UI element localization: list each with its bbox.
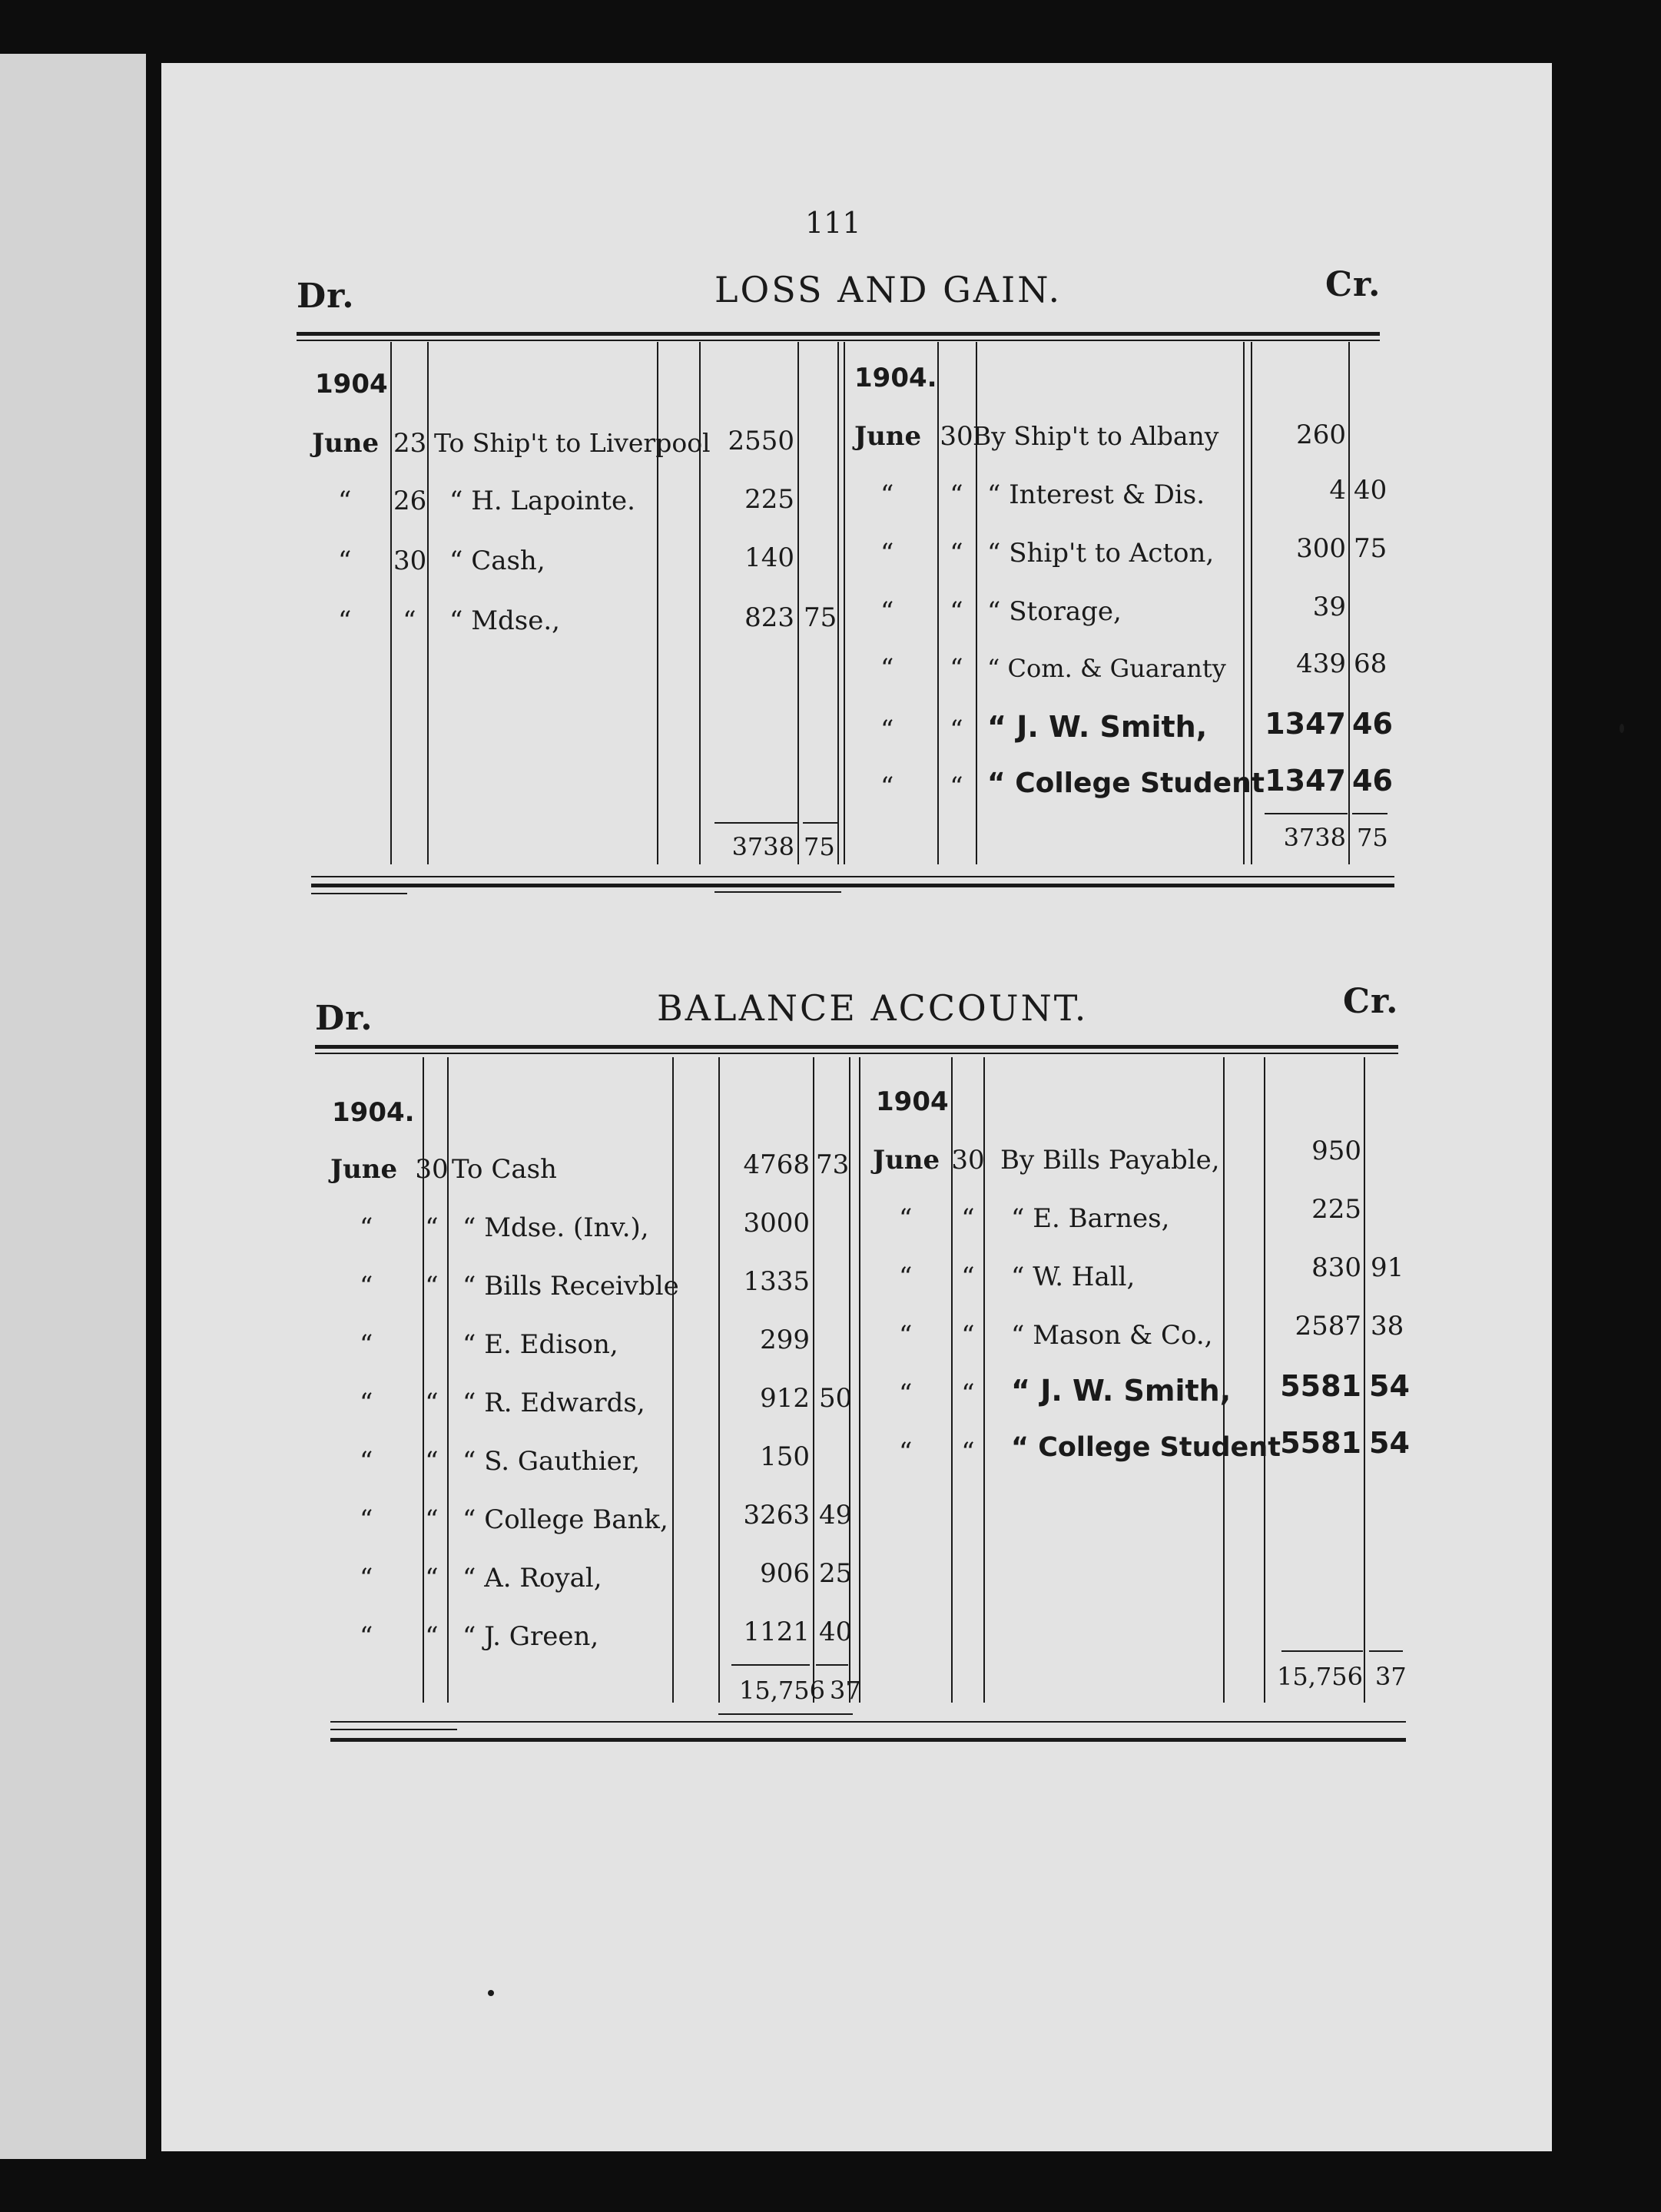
ba-left-month: “ — [360, 1621, 373, 1652]
ink-speck — [1620, 724, 1624, 733]
ba-left-cents: 73 — [816, 1149, 850, 1180]
lg-left-desc: To Ship't to Liverpool — [434, 428, 711, 458]
lg-right-desc: “ J. W. Smith, — [987, 710, 1208, 744]
ba-rule — [1364, 1057, 1365, 1703]
ba-left-sum-rule — [731, 1664, 810, 1666]
lg-right-day: “ — [950, 771, 963, 802]
ba-right-cents: 54 — [1369, 1426, 1410, 1460]
ba-right-dollars: 950 — [1311, 1136, 1361, 1166]
ba-right-total-dollars: 15,756 — [1277, 1662, 1363, 1691]
ba-left-day: “ — [425, 1388, 439, 1418]
ba-left-dollars: 4768 — [743, 1149, 810, 1180]
ba-right-desc: “ E. Barnes, — [1011, 1203, 1170, 1234]
lg-title: LOSS AND GAIN. — [714, 269, 1063, 310]
lg-right-day: “ — [950, 538, 963, 569]
ba-right-day: “ — [961, 1320, 975, 1351]
ba-right-dollars: 830 — [1311, 1252, 1361, 1283]
ba-left-total-dollars: 15,756 — [739, 1676, 825, 1705]
lg-right-day: “ — [950, 479, 963, 510]
lg-left-month: June — [312, 428, 380, 459]
lg-right-desc: “ Storage, — [987, 596, 1122, 627]
lg-left-day: 30 — [393, 546, 427, 576]
lg-right-month: “ — [880, 538, 894, 569]
ba-left-desc: “ R. Edwards, — [462, 1388, 645, 1418]
ba-left-dollars: 906 — [760, 1558, 810, 1589]
lg-right-sum-rule — [1352, 813, 1387, 814]
lg-left-month: “ — [338, 546, 352, 576]
ba-right-month: “ — [899, 1378, 913, 1409]
ba-left-month: “ — [360, 1563, 373, 1594]
lg-rule — [1348, 342, 1350, 864]
lg-right-total-cents: 75 — [1357, 823, 1388, 852]
lg-bottom-rule-thin — [311, 893, 407, 894]
lg-left-day: 23 — [393, 428, 427, 459]
ba-right-desc: “ College Student — [1011, 1432, 1281, 1463]
ba-rule — [1264, 1057, 1265, 1703]
ba-right-desc: “ W. Hall, — [1011, 1262, 1136, 1292]
lg-top-rule — [297, 332, 1380, 336]
lg-rule — [797, 342, 799, 864]
lg-right-month: “ — [880, 653, 894, 684]
lg-rule — [844, 342, 845, 864]
ba-left-cents: 40 — [819, 1617, 853, 1647]
ba-rule — [813, 1057, 814, 1703]
lg-right-year: 1904. — [854, 363, 937, 393]
lg-right-cents: 46 — [1352, 707, 1393, 741]
ba-bottom-rule — [330, 1721, 1406, 1723]
ba-left-month: “ — [360, 1329, 373, 1360]
ba-bottom-rule-thick — [330, 1738, 1406, 1742]
lg-right-cents: 75 — [1354, 533, 1387, 564]
ba-right-total-cents: 37 — [1375, 1662, 1407, 1691]
lg-top-rule-thin — [297, 340, 1380, 341]
ba-right-sum-rule — [1369, 1650, 1403, 1652]
ba-left-dollars: 299 — [760, 1325, 810, 1355]
lg-left-cents: 75 — [804, 602, 837, 633]
ba-right-month: “ — [899, 1320, 913, 1351]
ba-left-desc: “ Mdse. (Inv.), — [462, 1212, 649, 1243]
lg-right-cents: 68 — [1354, 648, 1387, 679]
ba-debit-label: Dr. — [315, 999, 373, 1038]
adjacent-page-edge — [0, 54, 146, 2159]
lg-right-month: “ — [880, 479, 894, 510]
lg-right-desc: By Ship't to Albany — [973, 421, 1219, 451]
ba-left-desc: “ J. Green, — [462, 1621, 599, 1652]
ba-right-day: “ — [961, 1262, 975, 1292]
ba-left-month: “ — [360, 1388, 373, 1418]
lg-left-sum-rule — [803, 822, 837, 824]
ba-left-month: “ — [360, 1446, 373, 1477]
lg-right-day: “ — [950, 653, 963, 684]
ba-right-day: “ — [961, 1437, 975, 1467]
lg-right-dollars: 260 — [1296, 420, 1346, 450]
lg-right-desc: “ Ship't to Acton, — [987, 538, 1215, 569]
lg-right-total-dollars: 3738 — [1283, 823, 1346, 852]
ba-rule — [672, 1057, 674, 1703]
ba-right-sum-rule — [1281, 1650, 1363, 1652]
ba-left-cents: 25 — [819, 1558, 853, 1589]
ba-left-day: 30 — [415, 1154, 449, 1185]
lg-right-day: “ — [950, 596, 963, 627]
ba-left-desc: “ A. Royal, — [462, 1563, 602, 1594]
lg-left-year: 1904 — [315, 369, 388, 400]
ba-right-dollars: 2587 — [1295, 1311, 1361, 1341]
lg-left-dollars: 225 — [744, 484, 794, 515]
ba-right-desc: “ J. W. Smith, — [1011, 1374, 1232, 1408]
lg-right-desc: “ Com. & Guaranty — [987, 654, 1226, 683]
lg-right-cents: 40 — [1354, 475, 1387, 506]
ba-right-month: June — [873, 1145, 940, 1176]
ba-right-month: “ — [899, 1437, 913, 1467]
lg-right-month: June — [854, 421, 922, 452]
lg-left-dollars: 823 — [744, 602, 794, 633]
ba-left-desc: “ E. Edison, — [462, 1329, 618, 1360]
ba-left-desc: “ S. Gauthier, — [462, 1446, 641, 1477]
ba-right-month: “ — [899, 1262, 913, 1292]
ba-right-dollars: 5581 — [1280, 1426, 1361, 1460]
ba-left-month: “ — [360, 1271, 373, 1302]
lg-right-sum-rule — [1265, 813, 1348, 814]
lg-left-day: 26 — [393, 486, 427, 516]
lg-right-dollars: 439 — [1296, 648, 1346, 679]
lg-bottom-rule-thick — [311, 884, 1394, 887]
ba-left-total-cents: 37 — [830, 1676, 861, 1705]
lg-left-dollars: 2550 — [728, 426, 794, 456]
lg-rule — [657, 342, 658, 864]
lg-rule — [837, 342, 839, 864]
page-number: 111 — [805, 206, 861, 240]
lg-rule — [976, 342, 977, 864]
ba-left-cents: 50 — [819, 1383, 853, 1414]
ba-left-day: “ — [425, 1563, 439, 1594]
ba-right-year: 1904 — [876, 1086, 949, 1117]
lg-right-desc: “ College Student — [987, 768, 1265, 799]
ba-rule — [859, 1057, 860, 1703]
lg-right-dollars: 39 — [1312, 592, 1346, 622]
lg-right-month: “ — [880, 596, 894, 627]
lg-right-desc: “ Interest & Dis. — [987, 479, 1205, 510]
ba-bottom-rule-thin — [330, 1729, 457, 1730]
lg-left-total-dollars: 3738 — [731, 832, 794, 861]
lg-right-dollars: 1347 — [1265, 764, 1346, 798]
ba-right-month: “ — [899, 1203, 913, 1234]
ba-left-dollars: 1335 — [743, 1266, 810, 1297]
lg-left-sum-rule — [714, 822, 797, 824]
lg-left-desc: “ Mdse., — [449, 605, 560, 636]
lg-left-desc: “ H. Lapointe. — [449, 486, 635, 516]
lg-left-day: “ — [403, 605, 416, 636]
ba-right-cents: 91 — [1371, 1252, 1404, 1283]
lg-bottom-rule — [311, 876, 1394, 877]
ba-left-desc: To Cash — [452, 1154, 557, 1185]
ba-credit-label: Cr. — [1343, 982, 1399, 1021]
lg-right-dollars: 300 — [1296, 533, 1346, 564]
ba-right-cents: 54 — [1369, 1369, 1410, 1403]
ba-left-cents: 49 — [819, 1500, 853, 1530]
ba-right-day: 30 — [951, 1145, 985, 1176]
lg-right-day: 30 — [940, 421, 973, 452]
lg-right-dollars: 1347 — [1265, 707, 1346, 741]
ba-top-rule — [315, 1045, 1398, 1049]
lg-right-month: “ — [880, 771, 894, 802]
ba-left-month: June — [330, 1154, 398, 1185]
lg-rule — [390, 342, 392, 864]
ba-right-dollars: 225 — [1311, 1194, 1361, 1225]
ba-right-dollars: 5581 — [1280, 1369, 1361, 1403]
ba-title: BALANCE ACCOUNT. — [657, 987, 1089, 1029]
lg-left-month: “ — [338, 486, 352, 516]
ba-left-dollars: 3263 — [743, 1500, 810, 1530]
ba-right-cents: 38 — [1371, 1311, 1404, 1341]
ba-left-day: “ — [425, 1271, 439, 1302]
ba-left-desc: “ College Bank, — [462, 1504, 668, 1535]
ba-top-rule-thin — [315, 1053, 1398, 1054]
ba-left-year: 1904. — [332, 1097, 415, 1128]
ba-bottom-rule-thin — [718, 1713, 853, 1715]
ink-speck — [488, 1990, 494, 1996]
ba-right-day: “ — [961, 1378, 975, 1409]
lg-credit-label: Cr. — [1325, 265, 1381, 304]
ba-left-dollars: 912 — [760, 1383, 810, 1414]
lg-left-dollars: 140 — [744, 542, 794, 573]
ba-left-day: “ — [425, 1621, 439, 1652]
ba-left-day: “ — [425, 1212, 439, 1243]
lg-left-desc: “ Cash, — [449, 546, 545, 576]
ba-left-month: “ — [360, 1212, 373, 1243]
ba-left-dollars: 3000 — [743, 1208, 810, 1239]
lg-bottom-rule-thin — [714, 891, 841, 893]
ba-left-desc: “ Bills Receivble — [462, 1271, 679, 1302]
ba-left-dollars: 1121 — [743, 1617, 810, 1647]
ba-right-desc: By Bills Payable, — [1000, 1145, 1220, 1176]
lg-left-month: “ — [338, 605, 352, 636]
ba-left-month: “ — [360, 1504, 373, 1535]
ba-right-desc: “ Mason & Co., — [1011, 1320, 1213, 1351]
lg-right-dollars: 4 — [1329, 475, 1346, 506]
lg-left-total-cents: 75 — [804, 832, 835, 861]
lg-right-day: “ — [950, 715, 963, 745]
ba-rule — [849, 1057, 850, 1703]
lg-debit-label: Dr. — [297, 277, 355, 316]
lg-right-cents: 46 — [1352, 764, 1393, 798]
lg-rule — [427, 342, 429, 864]
ba-right-day: “ — [961, 1203, 975, 1234]
lg-right-month: “ — [880, 715, 894, 745]
ba-left-dollars: 150 — [760, 1441, 810, 1472]
ba-left-day: “ — [425, 1446, 439, 1477]
ba-left-day: “ — [425, 1504, 439, 1535]
ba-left-sum-rule — [816, 1664, 848, 1666]
